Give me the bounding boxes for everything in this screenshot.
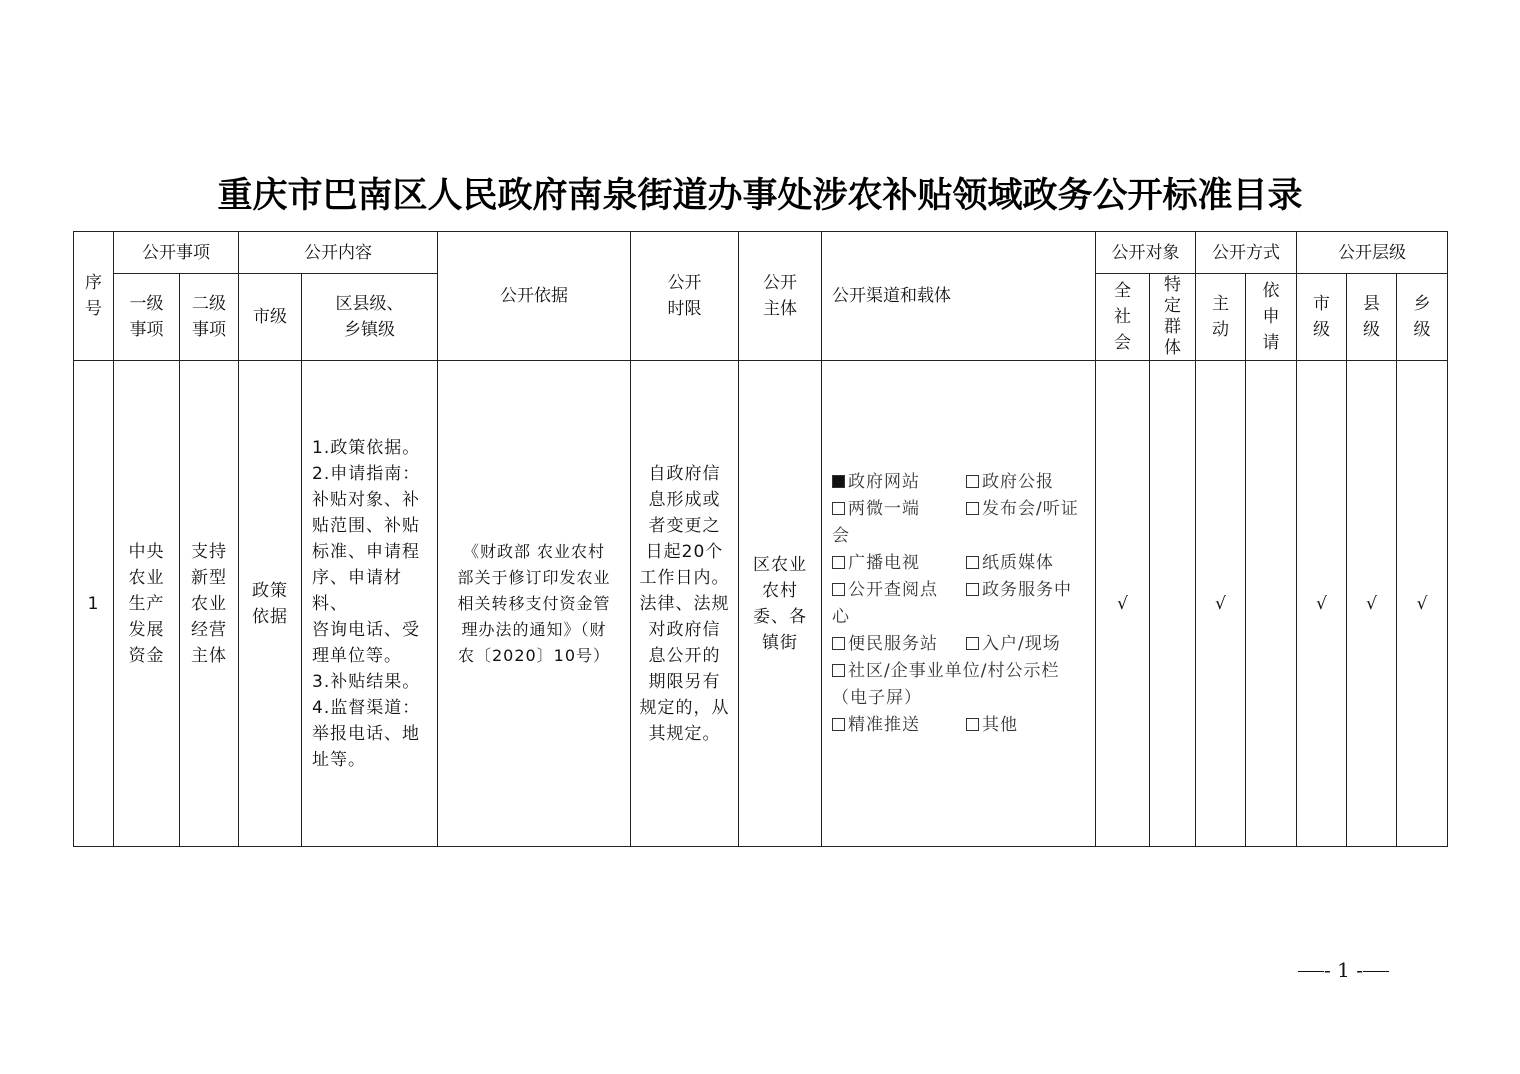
channel-label: 公开查阅点 (848, 579, 938, 600)
content-line: 理单位等。 (312, 645, 402, 666)
channel-item (832, 469, 966, 496)
header-target: 公开对象 (1096, 232, 1196, 274)
channel-item (832, 712, 966, 739)
row-channels (822, 361, 1096, 847)
channel-row (832, 604, 1095, 631)
page-number (1298, 958, 1389, 982)
channel-label: 政务服务中 (982, 579, 1072, 600)
header-content-city: 市级 (239, 274, 302, 361)
checkbox-checked-icon (832, 475, 845, 488)
row-method-request (1246, 361, 1297, 847)
row-subject: 区农业 农村 委、各 镇街 (739, 361, 822, 847)
channel-item (966, 496, 1079, 523)
content-line: 2.申请指南： (312, 463, 421, 484)
content-line: 标准、申请程 (312, 541, 420, 562)
checkbox-empty-icon (832, 718, 845, 731)
header-channels (822, 232, 1096, 361)
row-matter-l1: 中央 农业 生产 发展 资金 (114, 361, 180, 847)
channel-row (832, 712, 1095, 739)
channel-label: 心 (832, 606, 850, 627)
header-method: 公开方式 (1196, 232, 1297, 274)
channel-item (832, 577, 966, 604)
row-method-active: √ (1196, 361, 1246, 847)
header-level-county: 县 级 (1347, 274, 1397, 361)
checkbox-empty-icon (966, 583, 979, 596)
channel-row (832, 469, 1095, 496)
row-level-town: √ (1397, 361, 1448, 847)
page-dash-right (1363, 971, 1389, 972)
page-number-label: - 1 - (1324, 958, 1363, 982)
content-line: 址等。 (312, 749, 366, 770)
disclosure-catalog-table (73, 231, 1448, 847)
header-content-county: 区县级、 乡镇级 (302, 274, 438, 361)
channel-row (832, 685, 1095, 712)
channel-item (832, 496, 966, 523)
checkbox-empty-icon (832, 502, 845, 515)
channel-label: 便民服务站 (848, 633, 938, 654)
content-line: 贴范围、补贴 (312, 515, 420, 536)
channel-label: 政府网站 (848, 471, 920, 492)
channel-item (832, 631, 966, 658)
header-content: 公开内容 (239, 232, 438, 274)
content-line: 4.监督渠道： (312, 697, 421, 718)
channel-label: （电子屏） (832, 687, 922, 708)
content-line: 补贴对象、补 (312, 489, 420, 510)
channel-row (832, 523, 1095, 550)
document-title: 重庆市巴南区人民政府南泉街道办事处涉农补贴领域政务公开标准目录 (217, 175, 1303, 216)
checkbox-empty-icon (832, 583, 845, 596)
channel-row (832, 658, 1095, 685)
checkbox-empty-icon (966, 718, 979, 731)
channel-label: 政府公报 (982, 471, 1054, 492)
channel-label: 两微一端 (848, 498, 920, 519)
table-row (74, 361, 1448, 847)
channel-item (966, 631, 1061, 658)
checkbox-empty-icon (832, 664, 845, 677)
row-content-city: 政策 依据 (239, 361, 302, 847)
channel-item (832, 658, 1060, 685)
header-target-specific: 特 定 群 体 (1150, 274, 1196, 361)
header-time-limit: 公开 时限 (631, 232, 739, 361)
checkbox-empty-icon (966, 502, 979, 515)
content-line: 3.补贴结果。 (312, 671, 421, 692)
header-seq-label: 序 号 (85, 273, 102, 319)
content-list (302, 435, 437, 773)
channels-list (822, 469, 1095, 739)
channel-row (832, 496, 1095, 523)
row-matter-l2: 支持 新型 农业 经营 主体 (180, 361, 239, 847)
channel-item (832, 550, 966, 577)
row-seq: 1 (74, 361, 114, 847)
row-time-limit: 自政府信 息形成或 者变更之 日起20个 工作日内。 法律、法规 对政府信 息公开的 期限另有 规定的，从 其规定。 (631, 361, 739, 847)
channel-label: 入户/现场 (982, 633, 1061, 654)
channel-label: 广播电视 (848, 552, 920, 573)
channel-item (966, 550, 1054, 577)
channel-row (832, 550, 1095, 577)
channel-label: 精准推送 (848, 714, 920, 735)
header-level-town: 乡 级 (1397, 274, 1448, 361)
channel-item (832, 685, 966, 712)
checkbox-empty-icon (966, 556, 979, 569)
header-basis: 公开依据 (438, 232, 631, 361)
channel-item (966, 577, 1072, 604)
header-channels-label: 公开渠道和载体 (832, 286, 951, 306)
header-target-all: 全 社 会 (1096, 274, 1150, 361)
checkbox-empty-icon (966, 475, 979, 488)
header-method-request: 依 申 请 (1246, 274, 1297, 361)
row-target-all: √ (1096, 361, 1150, 847)
channel-label: 发布会/听证 (982, 498, 1079, 519)
checkbox-empty-icon (832, 637, 845, 650)
content-line: 举报电话、地 (312, 723, 420, 744)
channel-item (966, 712, 1018, 739)
header-method-active: 主 动 (1196, 274, 1246, 361)
checkbox-empty-icon (832, 556, 845, 569)
content-line: 1.政策依据。 (312, 437, 421, 458)
channel-label: 纸质媒体 (982, 552, 1054, 573)
row-content-county (302, 361, 438, 847)
channel-item (832, 604, 966, 631)
row-level-county: √ (1347, 361, 1397, 847)
channel-row (832, 577, 1095, 604)
row-basis: 《财政部 农业农村 部关于修订印发农业 相关转移支付资金管 理办法的通知》（财 农〔2020〕10号） (438, 361, 631, 847)
header-matter-l2: 二级 事项 (180, 274, 239, 361)
content-line: 序、申请材料、 (312, 567, 402, 614)
header-seq (74, 232, 114, 361)
checkbox-empty-icon (966, 637, 979, 650)
header-matters: 公开事项 (114, 232, 239, 274)
header-level: 公开层级 (1297, 232, 1448, 274)
channel-row (832, 631, 1095, 658)
header-level-city: 市 级 (1297, 274, 1347, 361)
row-target-specific (1150, 361, 1196, 847)
header-subject: 公开 主体 (739, 232, 822, 361)
channel-item (966, 469, 1054, 496)
header-matter-l1: 一级 事项 (114, 274, 180, 361)
channel-label: 社区/企事业单位/村公示栏 (848, 660, 1060, 681)
content-line: 咨询电话、受 (312, 619, 420, 640)
channel-label: 其他 (982, 714, 1018, 735)
page-dash-left (1298, 971, 1324, 972)
channel-item (832, 523, 966, 550)
row-level-city: √ (1297, 361, 1347, 847)
channel-label: 会 (832, 525, 850, 546)
